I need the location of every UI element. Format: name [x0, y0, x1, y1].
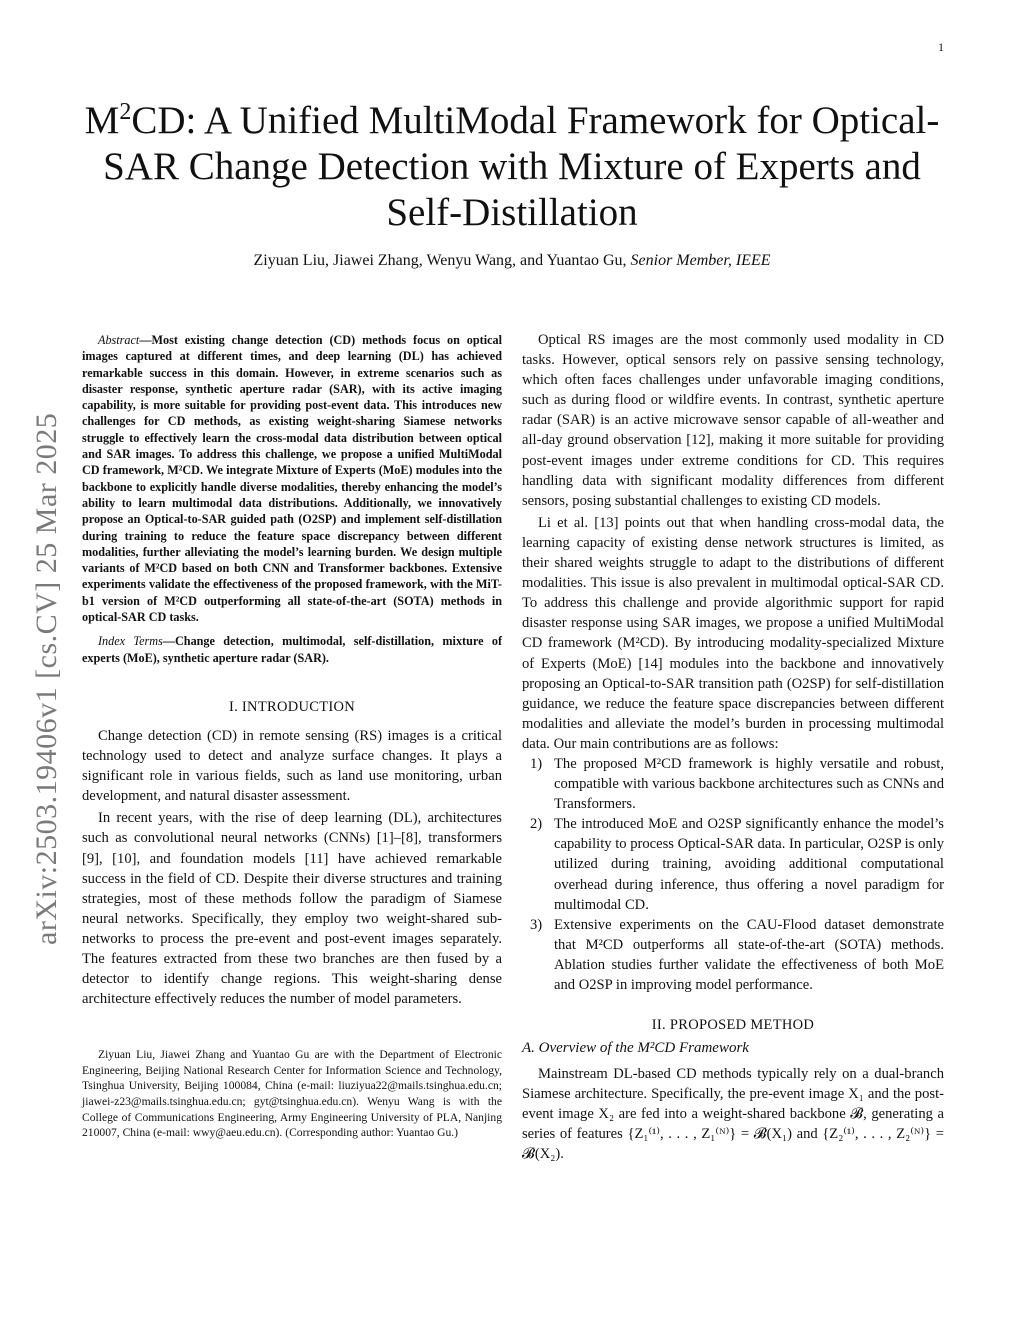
- title-superscript: 2: [119, 99, 132, 125]
- list-item-number: 3): [530, 916, 543, 933]
- abstract: [82, 332, 502, 625]
- author-line: [70, 250, 954, 272]
- list-item-text: Extensive experiments on the CAU-Flood dataset demonstrate that M²CD outperforms all state-of-the-art (SOTA) methods. Ablation studies further validate the effectiveness of both MoE and O2SP in improving model performance.: [554, 916, 944, 993]
- list-item: [522, 754, 944, 814]
- section-heading-introduction: I. INTRODUCTION: [228, 698, 356, 715]
- paper-title: [70, 98, 954, 236]
- list-item-number: 1): [530, 755, 543, 772]
- list-item: [522, 915, 944, 995]
- page-number: 1: [938, 40, 944, 54]
- index-terms-label: Index Terms: [98, 634, 163, 649]
- list-item: [522, 814, 944, 914]
- index-terms-text: —Change detection, multimodal, self-distillation, mixture of experts (MoE), synthetic aperture radar (SAR).: [82, 634, 502, 665]
- intro-paragraph-1: Change detection (CD) in remote sensing (RS) images is a critical technology used to detect and analyze surface changes. It plays a significant role in various fields, such as land use monitoring, urban development, and natural disaster assessment.: [82, 727, 502, 805]
- right-paragraph-1: Optical RS images are the most commonly used modality in CD tasks. However, optical sensors rely on passive sensing technology, which often faces challenges under unfavorable imaging conditions, such as during flood or wildfire events. In contrast, synthetic aperture radar (SAR) is an active microwave sensor capable of all-weather and all-day ground observation [12], making it more suitable for providing post-event images under extreme conditions for CD. This requires handling data with significant modality differences from different sensors, posing substantial challenges to existing CD models.: [522, 332, 944, 509]
- list-item-number: 2): [530, 816, 543, 833]
- left-column: [82, 330, 502, 1152]
- author-role: Senior Member, IEEE: [630, 252, 771, 269]
- index-terms: [82, 633, 502, 666]
- section-heading-proposed-method: II. PROPOSED METHOD: [651, 1017, 815, 1034]
- title-m: M: [84, 99, 120, 142]
- arxiv-identifier: arXiv:2503.19406v1 [cs.CV] 25 Mar 2025: [30, 412, 63, 945]
- abstract-label: Abstract: [98, 333, 140, 347]
- list-item-text: The introduced MoE and O2SP significantly enhance the model’s capability to process Optical-SAR data. In particular, O2SP is only utilized during training, avoiding additional computational overhead during inference, thus offering a novel paradigm for multimodal CD.: [554, 816, 944, 913]
- subsection-heading-overview: A. Overview of the M²CD Framework: [522, 1040, 749, 1057]
- list-item-text: The proposed M²CD framework is highly versatile and robust, compatible with various backbone architectures such as CNNs and Transformers.: [554, 755, 944, 813]
- title-rest: CD: A Unified MultiModal Framework for Optical-SAR Change Detection with Mixture of Experts and Self-Distillation: [103, 99, 940, 234]
- method-paragraph: Mainstream DL-based CD methods typically rely on a dual-branch Siamese architecture. Specifically, the pre-event image X₁ and the post-event image X₂ are fed into a weight-shared backbone 𝓑, generating a series of features {Z₁⁽¹⁾, . . . , Z₁⁽ᴺ⁾} = 𝓑(X₁) and {Z₂⁽¹⁾, . . . , Z₂⁽ᴺ⁾} = 𝓑(X₂).: [522, 1066, 944, 1163]
- author-names: Ziyuan Liu, Jiawei Zhang, Wenyu Wang, and Yuantao Gu,: [253, 252, 627, 269]
- abstract-text: —Most existing change detection (CD) methods focus on optical images captured at different times, and deep learning (DL) has achieved remarkable success in this domain. However, in extreme scenarios such as disaster response, synthetic aperture radar (SAR), with its active imaging capability, is more suitable for providing post-event data. This introduces new challenges for CD methods, as existing weight-sharing Siamese networks struggle to effectively learn the cross-modal data distribution between optical and SAR images. To address this challenge, we propose a unified MultiModal CD framework, M²CD. We integrate Mixture of Experts (MoE) modules into the backbone to explicitly handle diverse modalities, thereby enhancing the model’s ability to learn multimodal data distributions. Additionally, we innovatively propose an Optical-to-SAR guided path (O2SP) and implement self-distillation during training to reduce the feature space discrepancy between different modalities, further alleviating the model’s learning burden. We design multiple variants of M²CD based on both CNN and Transformer backbones. Extensive experiments validate the effectiveness of the proposed framework, with the MiT-b1 version of M²CD outperforming all state-of-the-art (SOTA) methods in optical-SAR CD tasks.: [82, 333, 502, 625]
- right-paragraph-2: Li et al. [13] points out that when handling cross-modal data, the learning capacity of existing dense network structures is limited, as their shared weights struggle to adapt to the distributions of different modalities. This issue is also prevalent in multimodal optical-SAR CD. To address this challenge and provide algorithmic support for rapid disaster response using SAR images, we propose a unified MultiModal CD framework (M²CD). By introducing modality-specialized Mixture of Experts (MoE) [14] modules into the backbone and innovatively proposing an Optical-to-SAR transition path (O2SP) for self-distillation guidance, we reduce the feature space discrepancies between different modalities and alleviate the model’s burden in processing multimodal data. Our main contributions are as follows:: [522, 514, 944, 752]
- right-column: [522, 330, 944, 1165]
- intro-paragraph-2: In recent years, with the rise of deep learning (DL), architectures such as convolutional neural networks (CNNs) [1]–[8], transformers [9], [10], and foundation models [11] have achieved remarkable success in the field of CD. Despite their diverse structures and training strategies, most of these methods follow the paradigm of Siamese neural networks. Specifically, they employ two weight-shared sub-networks to process the pre-event and post-event images separately. The features extracted from these two branches are then fused by a detector to identify change regions. This weight-sharing dense architecture effectively reduces the number of model parameters.: [82, 810, 502, 1008]
- contributions-list: [522, 754, 944, 995]
- author-affiliation-footnote: Ziyuan Liu, Jiawei Zhang and Yuantao Gu are with the Department of Electronic Engineering, Beijing National Research Center for Information Science and Technology, Tsinghua University, Beijing 100084, China (e-mail: liuziyua22@mails.tsinghua.edu.cn; jiawei-z23@mails.tsinghua.edu.cn; gyt@tsinghua.edu.cn). Wenyu Wang is with the College of Communications Engineering, Army Engineering University of PLA, Nanjing 210007, China (e-mail: wwy@aeu.edu.cn). (Corresponding author: Yuantao Gu.): [82, 1048, 502, 1140]
